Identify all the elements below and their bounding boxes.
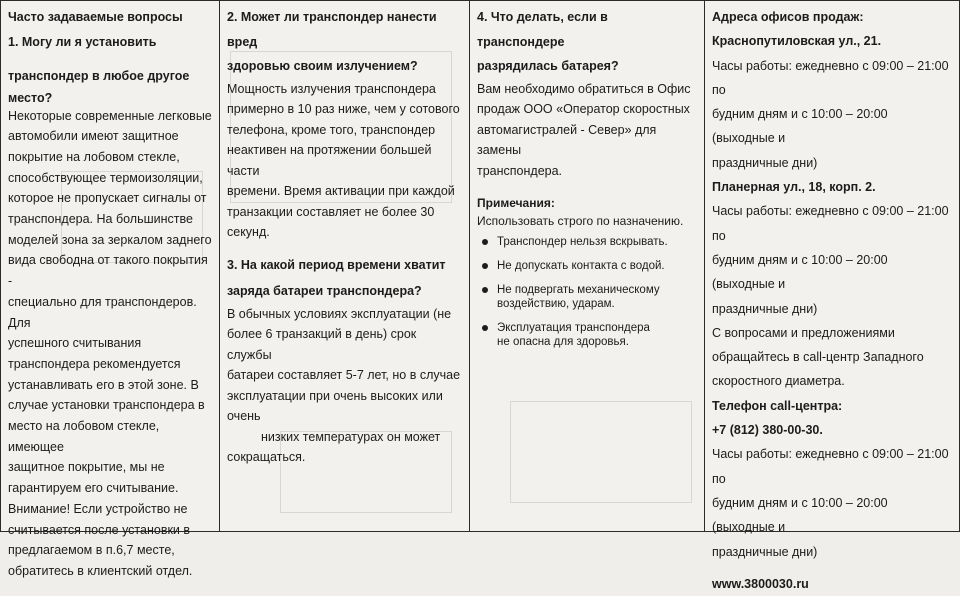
office-1-hours-line: будним дням и с 10:00 – 20:00 (выходные и xyxy=(712,107,888,146)
question-2-line: 2. Может ли транспондер нанести вред xyxy=(227,10,437,49)
office-2-address: Планерная ул., 18, корп. 2. xyxy=(712,180,876,195)
list-item: Эксплуатация транспондера не опасна для здоровья. xyxy=(477,321,698,349)
office-2-hours-line: будним дням и с 10:00 – 20:00 (выходные и xyxy=(712,252,888,292)
office-1-address: Краснопутиловская ул., 21. xyxy=(712,34,882,49)
answer-1-line: предлагаемом в п.6,7 месте, xyxy=(8,543,175,558)
faq-column-2 xyxy=(220,1,470,531)
contact-line: скоростного диаметра. xyxy=(712,374,845,389)
question-1-line: место? xyxy=(8,90,53,105)
answer-1-line: специально для транспондеров. Для xyxy=(8,294,197,330)
background-bleed-box xyxy=(510,401,692,503)
list-item: Транспондер нельзя вскрывать. xyxy=(477,235,698,249)
phone-label: Телефон call-центра: xyxy=(712,398,843,413)
office-1-hours-line: Часы работы: ежедневно с 09:00 – 21:00 по xyxy=(712,58,949,97)
answer-1-line: место на лобовом стекле, имеющее xyxy=(8,419,160,454)
faq-column-1 xyxy=(1,1,220,578)
faq-column-3 xyxy=(470,1,705,531)
answer-1-line: успешного считывания xyxy=(8,336,142,351)
answer-1-line: Некоторые современные легковые xyxy=(8,108,212,123)
answer-3-line: В обычных условиях эксплуатации (не xyxy=(227,306,452,321)
answer-3 xyxy=(227,304,463,468)
question-4-line: 4. Что делать, если в транспондере xyxy=(477,10,608,49)
answer-4-line: автомагистралей - Север» для замены xyxy=(477,122,657,157)
answer-1-line: транспондера рекомендуется xyxy=(8,356,181,371)
answer-1-line: которое не пропускает сигналы от xyxy=(8,191,207,206)
answer-2-line: телефона, кроме того, транспондер xyxy=(227,122,436,137)
answer-2-line: Мощность излучения транспондера xyxy=(227,81,436,96)
question-2-line: здоровью своим излучением? xyxy=(227,59,418,73)
answer-1-line: способствующее термоизоляции, xyxy=(8,170,203,185)
question-3-line: заряда батареи транспондера? xyxy=(227,284,422,298)
answer-2-line: времени. Время активации при каждой xyxy=(227,184,455,198)
answer-1-line: устанавливать его в этой зоне. В xyxy=(8,377,199,392)
answer-1-line: случае установки транспондера в xyxy=(8,398,205,413)
contact-line: обращайтесь в call-центр Западного xyxy=(712,350,924,365)
answer-1-line: считывается после установки в xyxy=(8,522,191,537)
list-item: Не подвергать механическому воздействию, ударам. xyxy=(477,283,698,311)
answer-2-line: примерно в 10 раз ниже, чем у сотового xyxy=(227,102,460,116)
answer-3-line: батареи составляет 5-7 лет, но в случае xyxy=(227,368,461,382)
faq-title: Часто задаваемые вопросы xyxy=(8,10,183,24)
answer-1-line: защитное покрытие, мы не xyxy=(8,460,165,475)
answer-2-line: транзакции составляет не более 30 секунд. xyxy=(227,204,435,239)
answer-1-line: гарантируем его считывание. xyxy=(8,481,179,496)
notes-title: Примечания: xyxy=(477,196,555,210)
answer-1-line: обратитесь в клиентский отдел. xyxy=(8,563,193,578)
phone-number: +7 (812) 380-00-30. xyxy=(712,423,823,438)
offices-column xyxy=(705,1,959,591)
answer-1-line: Внимание! Если устройство не xyxy=(8,501,188,516)
offices-title: Адреса офисов продаж: xyxy=(712,10,864,24)
answer-1-line: моделей зона за зеркалом заднего xyxy=(8,232,212,247)
answer-2-line: неактивен на протяжении большей части xyxy=(227,143,432,178)
website-link[interactable]: www.3800030.ru xyxy=(712,576,809,591)
answer-1 xyxy=(8,106,213,582)
office-1-hours-line: праздничные дни) xyxy=(712,155,818,170)
answer-4-line: продаж ООО «Оператор скоростных xyxy=(477,102,690,116)
answer-1-line: автомобили имеют защитное xyxy=(8,129,179,144)
callcenter-hours-line: будним дням и с 10:00 – 20:00 (выходные и xyxy=(712,495,888,535)
answer-4-line: Вам необходимо обратиться в Офис xyxy=(477,81,691,96)
callcenter-hours-line: Часы работы: ежедневно с 09:00 – 21:00 по xyxy=(712,447,949,486)
question-4-line: разрядилась батарея? xyxy=(477,59,619,73)
question-3-line: 3. На какой период времени хватит xyxy=(227,257,446,272)
answer-4-line: транспондера. xyxy=(477,163,563,178)
office-2-hours-line: праздничные дни) xyxy=(712,301,818,316)
list-item: Не допускать контакта с водой. xyxy=(477,259,698,273)
answer-4 xyxy=(477,79,698,182)
answer-3-line: более 6 транзакций в день) срок службы xyxy=(227,327,417,362)
callcenter-hours-line: праздничные дни) xyxy=(712,544,818,559)
answer-3-line: сокращаться. xyxy=(227,450,306,464)
contact-line: С вопросами и предложениями xyxy=(712,325,895,340)
answer-2 xyxy=(227,79,463,243)
office-2-hours-line: Часы работы: ежедневно с 09:00 – 21:00 по xyxy=(712,204,949,243)
question-1-line: 1. Могу ли я установить xyxy=(8,34,157,49)
answer-1-line: покрытие на лобовом стекле, xyxy=(8,149,180,164)
answer-1-line: вида свободна от такого покрытия - xyxy=(8,253,208,289)
answer-3-line: низких температурах он может xyxy=(261,429,441,444)
answer-3-line: эксплуатации при очень высоких или очень xyxy=(227,388,443,423)
question-1-line: транспондер в любое другое xyxy=(8,69,190,83)
notes-subtitle: Использовать строго по назначению. xyxy=(477,214,684,228)
notes-list xyxy=(477,235,698,349)
answer-1-line: транспондера. На большинстве xyxy=(8,212,193,227)
